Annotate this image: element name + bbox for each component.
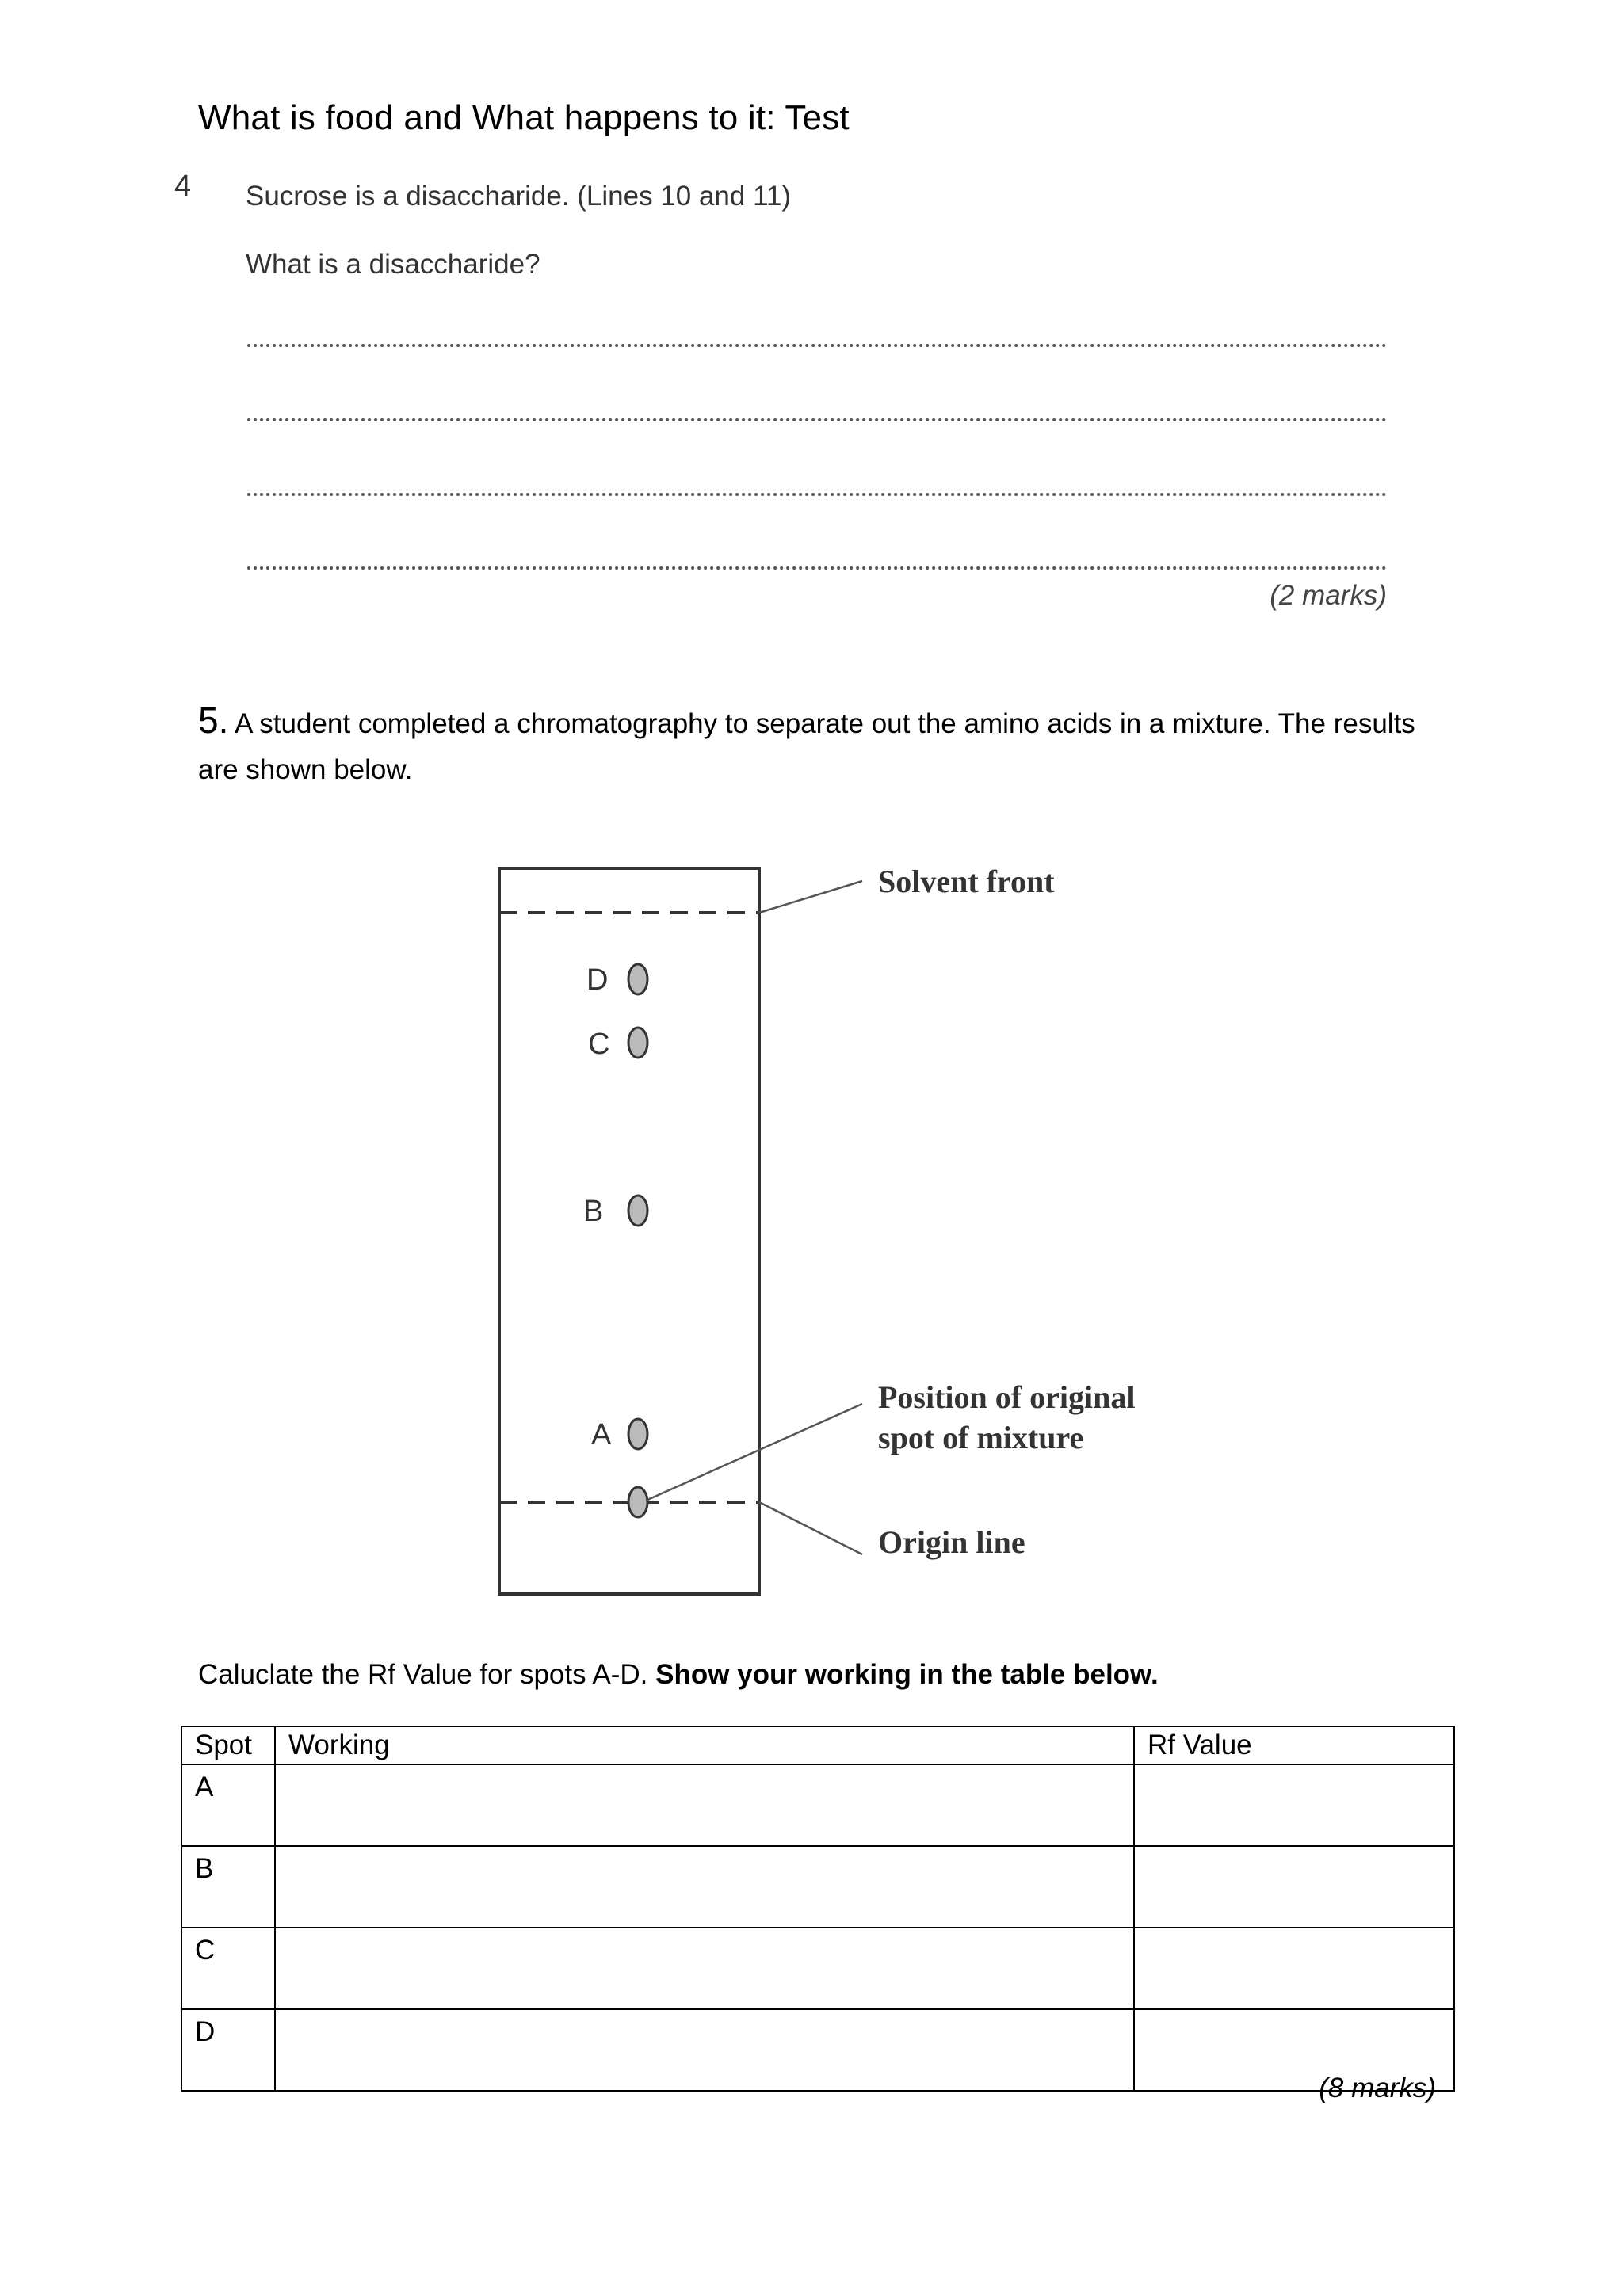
spot-c-label: C [588,1028,610,1061]
spot-b [628,1196,647,1226]
question-4-stem: Sucrose is a disaccharide. (Lines 10 and 11) [246,181,792,212]
answer-line[interactable] [247,493,1387,496]
solvent-front-leader [759,881,862,913]
origin-line-leader [759,1502,862,1554]
header-working: Working [275,1726,1134,1764]
spot-cell: A [181,1764,275,1846]
spot-a [628,1419,647,1449]
calculation-instruction-bold: Show your working in the table below. [655,1659,1159,1690]
question-5-number: 5. [198,700,229,741]
header-rf-value: Rf Value [1134,1726,1454,1764]
spot-cell: C [181,1928,275,2009]
original-spot [628,1487,647,1517]
table-header-row [181,1726,1454,1764]
rf-value-table [181,1726,1455,2092]
spot-d [628,964,647,994]
original-spot-label-line2: spot of mixture [878,1420,1084,1455]
calculation-instruction [198,1659,1159,1691]
calculation-instruction-text: Caluclate the Rf Value for spots A-D. [198,1659,656,1690]
table-row [181,1764,1454,1846]
working-cell[interactable] [275,2009,1134,2091]
question-4-prompt: What is a disaccharide? [246,249,540,280]
spot-b-label: B [583,1195,604,1228]
question-5-marks: (8 marks) [1319,2073,1436,2103]
original-spot-leader [646,1404,862,1501]
origin-line-label: Origin line [878,1524,1025,1560]
answer-line[interactable] [247,418,1387,421]
working-cell[interactable] [275,1764,1134,1846]
solvent-front-label: Solvent front [878,864,1055,899]
question-5-text [198,697,1450,793]
table-row [181,1928,1454,2009]
answer-line[interactable] [247,344,1387,347]
rf-value-cell[interactable] [1134,1928,1454,2009]
spot-cell: D [181,2009,275,2091]
spot-d-label: D [586,963,609,997]
rf-value-cell[interactable] [1134,1846,1454,1928]
header-spot: Spot [181,1726,275,1764]
working-cell[interactable] [275,1846,1134,1928]
table-row [181,2009,1454,2091]
question-4-marks: (2 marks) [1270,580,1387,611]
answer-line[interactable] [247,566,1387,570]
table-row [181,1846,1454,1928]
page-title: What is food and What happens to it: Test [198,98,850,137]
original-spot-label-line1: Position of original [878,1379,1136,1415]
question-4-number: 4 [174,170,192,203]
spot-c [628,1028,647,1058]
question-5-stem: A student completed a chromatography to separate out the amino acids in a mixture. The results are shown below. [198,708,1415,785]
spot-cell: B [181,1846,275,1928]
working-cell[interactable] [275,1928,1134,2009]
spot-a-label: A [591,1418,612,1451]
chromatography-diagram [444,840,1236,1616]
rf-value-cell[interactable] [1134,1764,1454,1846]
